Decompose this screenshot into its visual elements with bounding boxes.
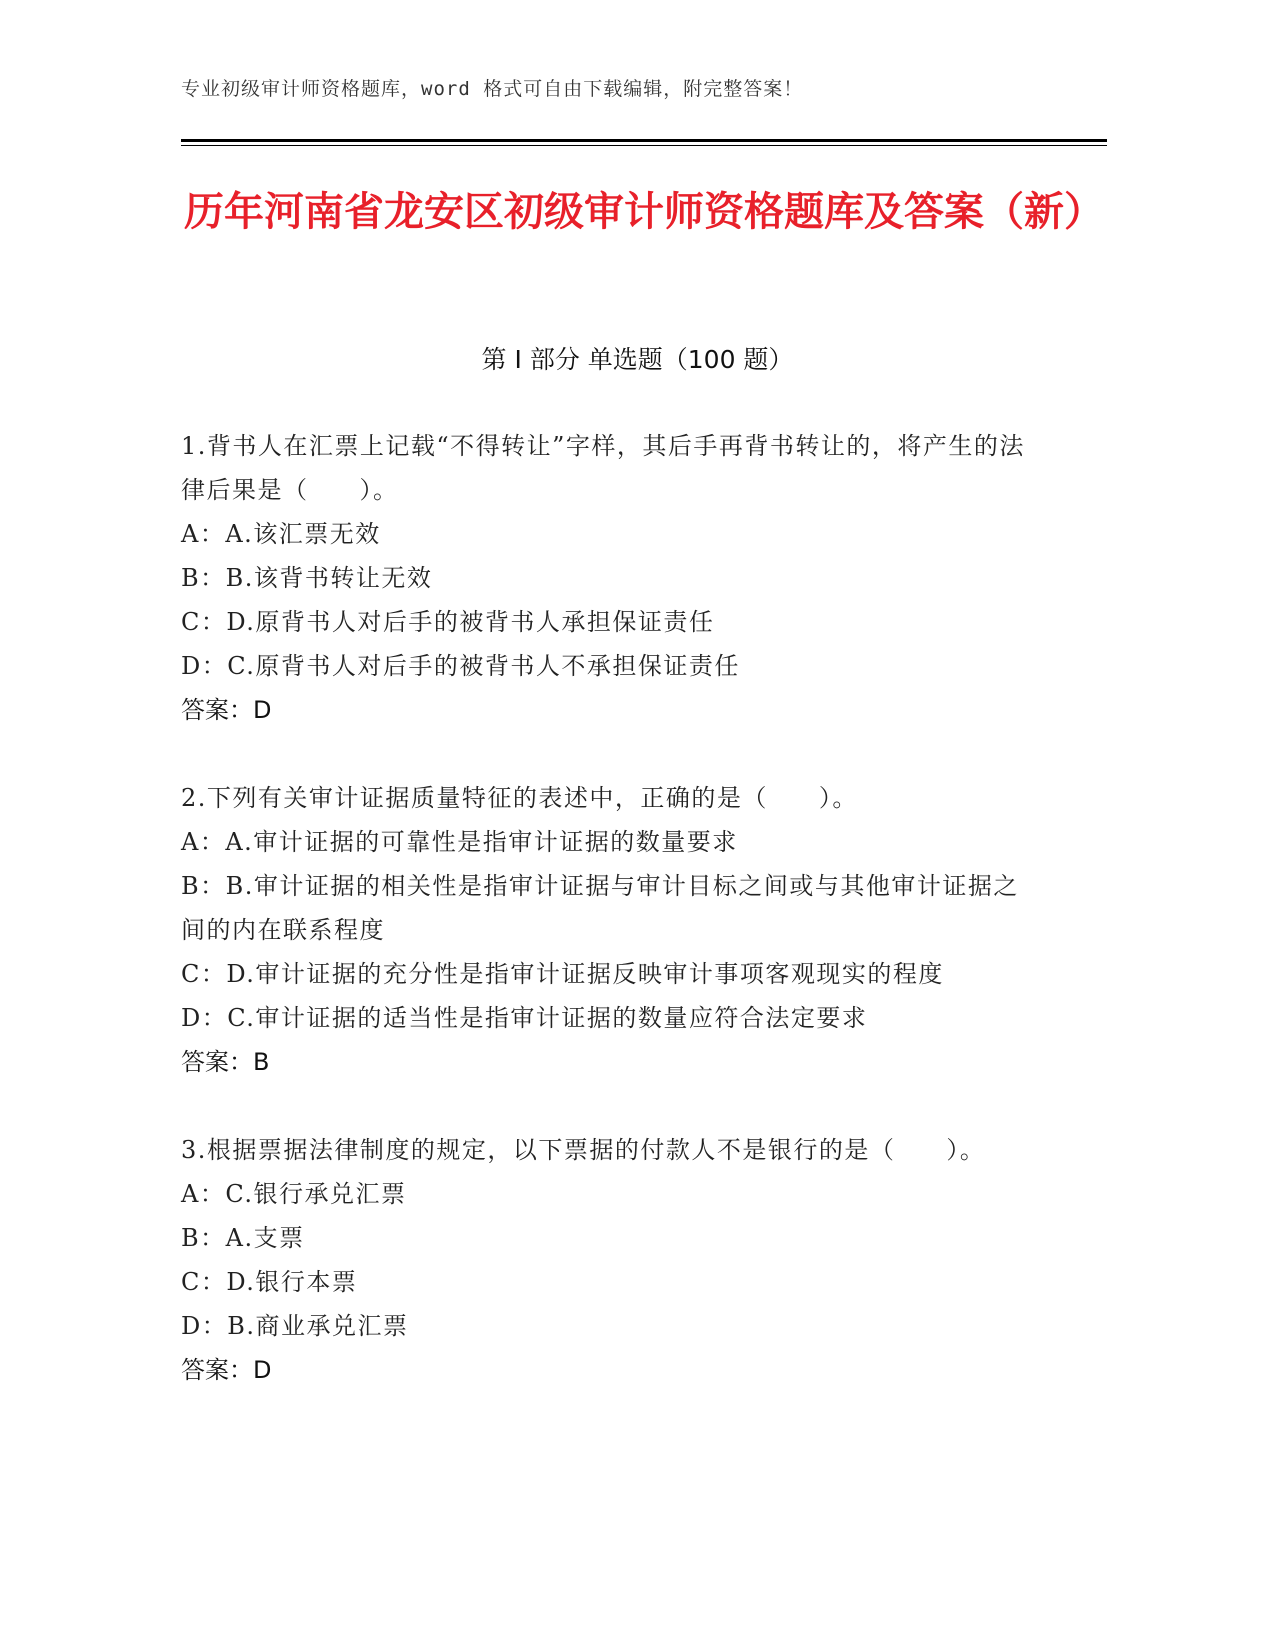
- option-d: D：C.原背书人对后手的被背书人不承担保证责任: [181, 652, 740, 680]
- question-stem: 3.根据票据法律制度的规定，以下票据的付款人不是银行的是（ ）。: [181, 1136, 986, 1164]
- option-b: B：B.审计证据的相关性是指审计证据与审计目标之间或与其他审计证据之间的内在联系程度: [181, 872, 1019, 944]
- header-rule-thick: [181, 139, 1107, 142]
- question-stem: 1.背书人在汇票上记载“不得转让”字样，其后手再背书转让的，将产生的法律后果是（ ）。: [181, 432, 1025, 504]
- option-b: B：B.该背书转让无效: [181, 564, 433, 592]
- header-note: 专业初级审计师资格题库，word 格式可自由下载编辑，附完整答案！: [181, 78, 804, 100]
- question-list: [181, 424, 1031, 1436]
- option-b: B：A.支票: [181, 1224, 305, 1252]
- option-d: D：B.商业承兑汇票: [181, 1312, 409, 1340]
- header-rule-thin: [181, 145, 1107, 146]
- section-title: 第 I 部分 单选题（100 题）: [481, 345, 794, 374]
- question-stem: 2.下列有关审计证据质量特征的表述中，正确的是（ ）。: [181, 784, 858, 812]
- question-3: [181, 1128, 1031, 1392]
- option-c: C：D.银行本票: [181, 1268, 358, 1296]
- document-title: 历年河南省龙安区初级审计师资格题库及答案（新）: [184, 189, 1104, 235]
- option-d: D：C.审计证据的适当性是指审计证据的数量应符合法定要求: [181, 1004, 868, 1032]
- option-a: A：A.该汇票无效: [181, 520, 381, 548]
- option-a: A：C.银行承兑汇票: [181, 1180, 407, 1208]
- option-a: A：A.审计证据的可靠性是指审计证据的数量要求: [181, 828, 738, 856]
- option-c: C：D.原背书人对后手的被背书人承担保证责任: [181, 608, 715, 636]
- question-2: [181, 776, 1031, 1084]
- option-c: C：D.审计证据的充分性是指审计证据反映审计事项客观现实的程度: [181, 960, 944, 988]
- answer-line: 答案：D: [181, 696, 272, 724]
- question-1: [181, 424, 1031, 732]
- answer-line: 答案：D: [181, 1356, 272, 1384]
- answer-line: 答案：B: [181, 1048, 270, 1076]
